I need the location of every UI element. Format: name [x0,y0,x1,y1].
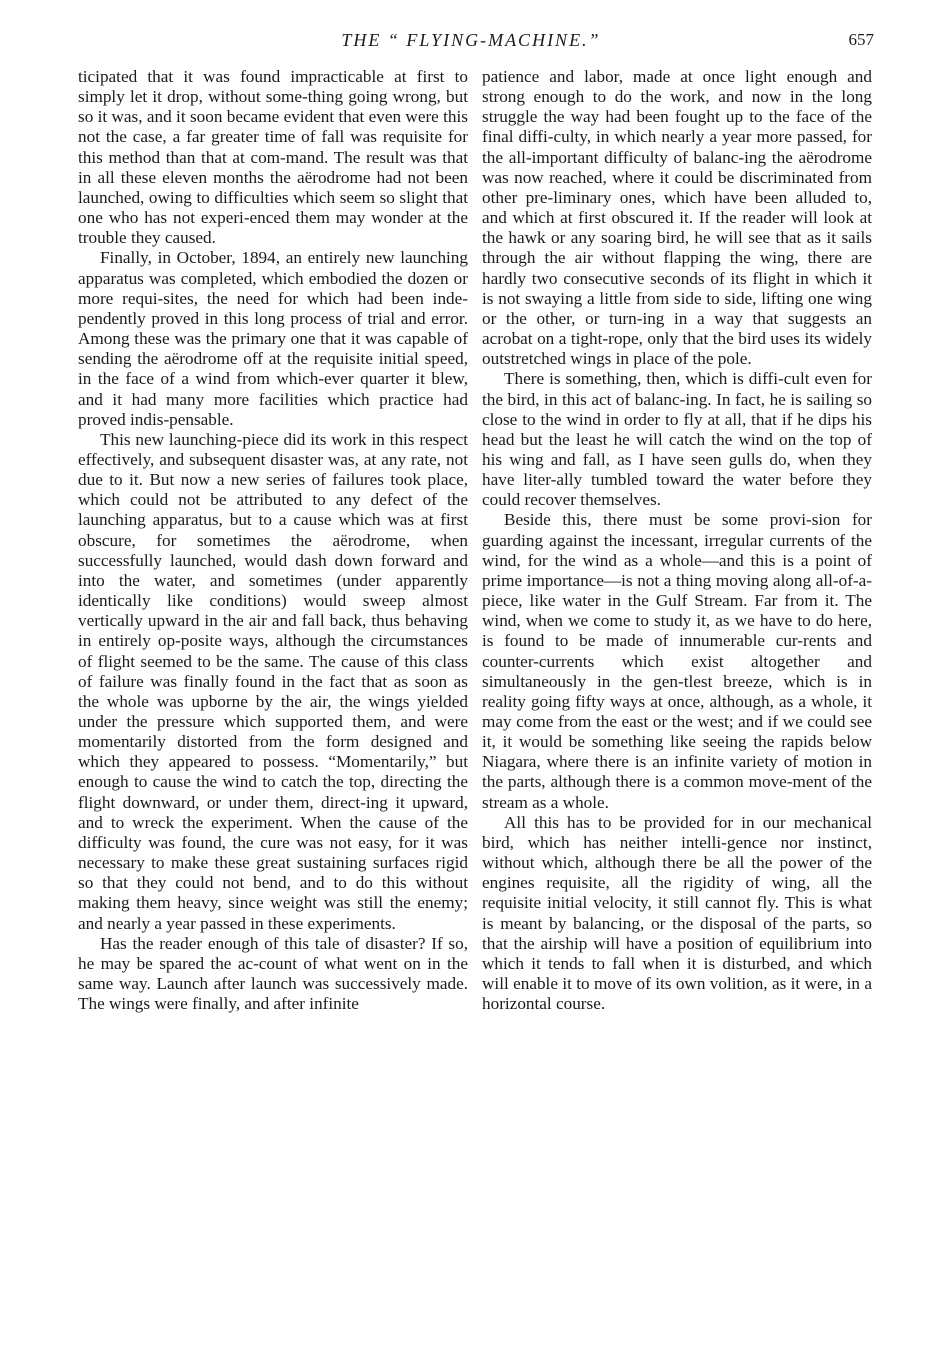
right-column [482,67,872,1014]
paragraph: Beside this, there must be some provi-sion for guarding against the incessant, irregular currents of the wind, for the wind as a whole—and this is a point of prime importance—is not a thing moving along all-of-a-piece, like water in the Gulf Stream. Far from it. The wind, when we come to study it, as we have to do here, is found to be made of innumerable cur-rents and counter-currents which exist altogether and simultaneously in the gen-tlest breeze, which is in reality going fifty ways at once, although, as a whole, it may come from the east or the west; and if we could see it, it would be something like seeing the rapids below Niagara, where there is an infinite variety of motion in the parts, although there is a common move-ment of the stream as a whole. [482,510,872,812]
page-header [0,30,942,56]
paragraph: There is something, then, which is diffi-cult even for the bird, in this act of balanc-ing. In fact, he is sailing so close to the wind in order to fly at all, that if he dips his head but the least he will catch the wind on the top of his wing and fall, as I have seen gulls do, when they have liter-ally tumbled toward the water before they could recover themselves. [482,369,872,510]
running-title: THE “ FLYING-MACHINE.” [341,30,601,50]
page-number: 657 [848,30,874,49]
paragraph: All this has to be provided for in our mechanical bird, which has neither intelli-gence nor instinct, without which, although there be all the power of the engines requisite, all the rigidity of wing, all the requisite initial velocity, it still cannot fly. This is what is meant by balancing, or the disposal of the parts, so that the airship will have a position of equilibrium into which it tends to fall when it is disturbed, and which will enable it to move of its own volition, as it were, in a horizontal course. [482,812,872,1014]
paragraph: Finally, in October, 1894, an entirely new launching apparatus was completed, which embodied the dozen or more requi-sites, the need for which had been inde-pendently proved in this long process of trial and error. Among these was the primary one that it was capable of sending the aërodrome off at the requisite initial speed, in the face of a wind from which-ever quarter it blew, and it had many more facilities which practice had proved indis-pensable. [78,248,468,429]
paragraph: This new launching-piece did its work in this respect effectively, and subsequent disaster was, at any rate, not due to it. But now a new series of failures took place, which could not be attributed to any defect of the launching apparatus, but to a cause which was at first obscure, for sometimes the aërodrome, when successfully launched, would dash down forward and into the water, and sometimes (under apparently identically like conditions) would sweep almost vertically upward in the air and fall back, thus behaving in entirely op-posite ways, although the circumstances of flight seemed to be the same. The cause of this class of failure was finally found in the fact that as soon as the whole was upborne by the air, the wings yielded under the pressure which supported them, and were momentarily distorted from the form designed and which they appeared to possess. “Momentarily,” but enough to cause the wind to catch the top, directing the flight downward, or under them, direct-ing it upward, and to wreck the experiment. When the cause of the difficulty was found, the cure was not easy, for it was necessary to make these great sustaining surfaces rigid so that they could not bend, and to do this without making them heavy, since weight was still the enemy; and nearly a year passed in these experiments. [78,429,468,933]
paragraph: ticipated that it was found impracticable at first to simply let it drop, without some-thing going wrong, but so it was, and it soon became evident that even were this not the case, a far greater time of fall was requisite for this method than that at com-mand. The result was that in all these eleven months the aërodrome had not been launched, owing to difficulties which seem so slight that one who has not experi-enced them may wonder at the trouble they caused. [78,67,468,248]
left-column [78,67,468,1014]
paragraph: patience and labor, made at once light enough and strong enough to do the work, and now in the long struggle the way had been fought up to the face of the final diffi-culty, in which nearly a year more passed, for the all-important difficulty of balanc-ing the aërodrome was now reached, where it could be discriminated from other pre-liminary ones, which have been alluded to, and which at first obscured it. If the reader will look at the hawk or any soaring bird, he will see that as it sails through the air without flapping the wing, there are hardly two consecutive seconds of its flight in which it is not swaying a little from side to side, lifting one wing or the other, or turn-ing in a way that suggests an acrobat on a tight-rope, only that the bird uses its widely outstretched wings in place of the pole. [482,67,872,369]
paragraph: Has the reader enough of this tale of disaster? If so, he may be spared the ac-count of what went on in the same way. Launch after launch was successively made. The wings were finally, and after infinite [78,933,468,1014]
